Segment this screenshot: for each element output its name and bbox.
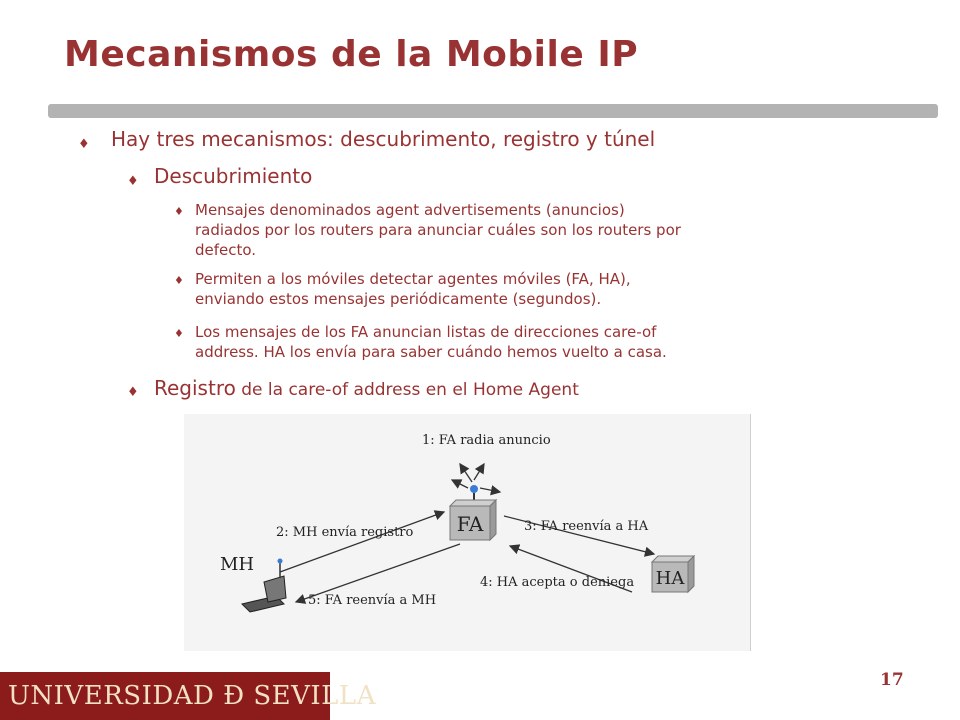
page-number: 17 — [880, 670, 904, 690]
sub-bullet-advertisements-line1: Mensajes denominados agent advertisements (anuncios) — [195, 201, 625, 219]
label-step1: 1: FA radia anuncio — [422, 433, 551, 448]
bullet-registro — [154, 376, 579, 400]
fa-label: FA — [456, 512, 484, 536]
title-divider — [48, 104, 938, 118]
ha-label: HA — [655, 568, 685, 589]
sub-bullet-detect-line1: Permiten a los móviles detectar agentes móviles (FA, HA), — [195, 270, 631, 288]
label-step5: 5: FA reenvía a MH — [308, 593, 437, 608]
mobile-ip-diagram — [184, 414, 751, 651]
university-logo: UNIVERSIDAD Ð SEVILLA — [0, 672, 330, 720]
sub-bullet-advertisements-line3: defecto. — [195, 241, 257, 259]
bullet-icon: ♦ — [127, 174, 139, 189]
label-step4: 4: HA acepta o deniega — [480, 575, 635, 590]
bullet-icon: ♦ — [174, 205, 184, 218]
sub-bullet-detect-line2: enviando estos mensajes periódicamente (segundos). — [195, 290, 602, 308]
mh-label: MH — [220, 554, 255, 575]
sub-bullet-advertisements-line2: radiados por los routers para anunciar cuáles son los routers por — [195, 221, 681, 239]
arrow-mh-to-fa — [280, 512, 444, 572]
sub-bullet-fa-lists-line1: Los mensajes de los FA anuncian listas de direcciones care-of — [195, 323, 657, 341]
registro-word: Registro — [154, 376, 236, 400]
diagram-canvas — [184, 414, 750, 651]
bullet-icon: ♦ — [174, 327, 184, 340]
slide-title: Mecanismos de la Mobile IP — [64, 34, 639, 75]
ha-node — [652, 556, 694, 592]
bullet-icon: ♦ — [78, 137, 90, 152]
bullet-icon: ♦ — [174, 274, 184, 287]
label-step2: 2: MH envía registro — [276, 525, 414, 540]
registro-rest: de la care-of address en el Home Agent — [235, 380, 579, 400]
bullet-mechanisms: Hay tres mecanismos: descubrimento, registro y túnel — [111, 127, 656, 151]
label-step3: 3: FA reenvía a HA — [524, 519, 649, 534]
sub-bullet-fa-lists-line2: address. HA los envía para saber cuándo hemos vuelto a casa. — [195, 343, 667, 361]
bullet-descubrimiento: Descubrimiento — [154, 164, 313, 188]
bullet-icon: ♦ — [127, 385, 139, 400]
fa-node — [450, 500, 496, 540]
